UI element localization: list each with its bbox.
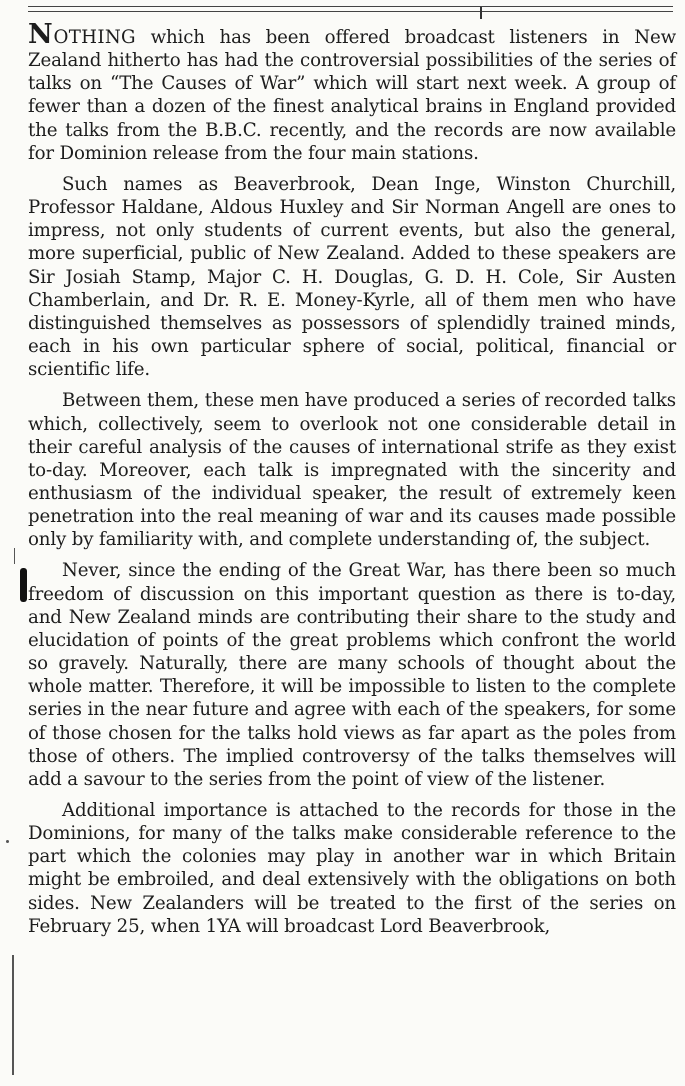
- article-body: [28, 19, 676, 946]
- paragraph-2: Such names as Beaverbrook, Dean Inge, Winston Churchill, Professor Haldane, Aldous Huxley and Sir Norman Angell are ones to impress, not only students of current events, but also the general, more superficial, public of New Zealand. Added to these speakers are Sir Josiah Stamp, Major C. H. Douglas, G. D. H. Cole, Sir Austen Chamberlain, and Dr. R. E. Money-Kyrle, all of them men who have distinguished themselves as possessors of splendidly trained minds, each in his own particular sphere of social, political, financial or scientific life.: [28, 173, 676, 381]
- top-border-rule: [28, 6, 673, 12]
- paragraph-4: Never, since the ending of the Great War, has there been so much freedom of discussion on this important question as there is to-day, and New Zealand minds are contributing their share to the study and elucidation of points of the great problems which confront the world so gravely. Naturally, there are many schools of thought about the whole matter. Therefore, it will be impossible to listen to the complete series in the near future and agree with each of the speakers, for some of those chosen for the talks hold views as far apart as the poles from those of others. The implied controversy of the talks themselves will add a savour to the series from the point of view of the listener.: [28, 560, 676, 790]
- drop-cap: N: [28, 19, 53, 50]
- margin-scratch: [14, 548, 15, 564]
- lead-word: OTHING: [53, 27, 136, 48]
- margin-scratch: [12, 955, 14, 1075]
- ink-blot: [20, 568, 27, 602]
- column-rule-mark: [480, 7, 482, 19]
- paragraph-1: [28, 19, 676, 165]
- margin-speck: [6, 840, 9, 843]
- paragraph-3: Between them, these men have produced a series of recorded talks which, collectively, seem to overlook not one considerable detail in their careful analysis of the causes of international strife as they exist to-day. Moreover, each talk is impregnated with the sincerity and enthusiasm of the individual speaker, the result of extremely keen penetration into the real meaning of war and its causes made possible only by familiarity with, and complete understanding of, the subject.: [28, 390, 676, 551]
- paragraph-1-text: which has been offered broadcast listeners in New Zealand hitherto has had the controversial possibilities of the series of talks on “The Causes of War” which will start next week. A group of fewer than a dozen of the finest analytical brains in England provided the talks from the B.B.C. recently, and the records are now available for Dominion release from the four main stations.: [28, 27, 676, 164]
- paragraph-5: Additional importance is attached to the records for those in the Dominions, for many of the talks make considerable reference to the part which the colonies may play in another war in which Britain might be embroiled, and deal extensively with the obligations on both sides. New Zealanders will be treated to the first of the series on February 25, when 1YA will broadcast Lord Beaverbrook,: [28, 800, 676, 937]
